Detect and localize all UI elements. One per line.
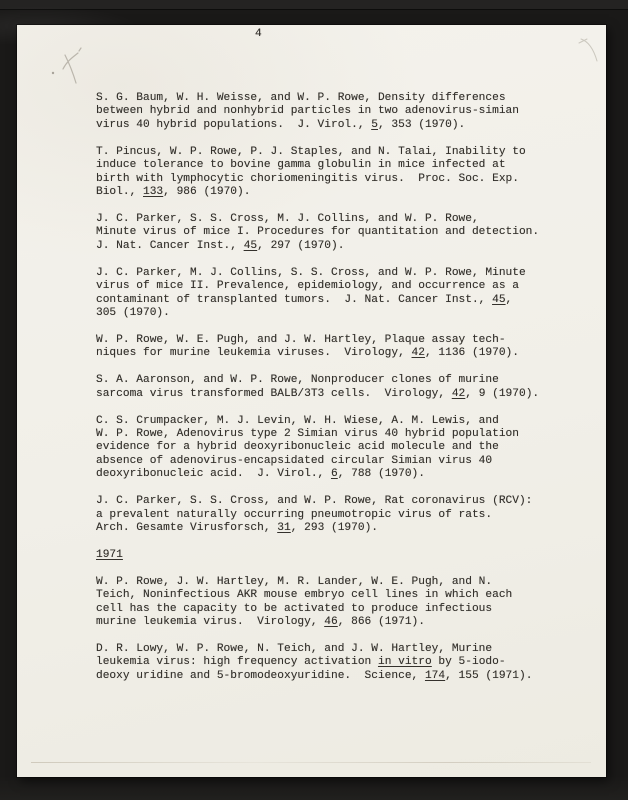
reference-item xyxy=(96,92,588,132)
background-texture xyxy=(0,776,628,800)
reference-line: J. C. Parker, S. S. Cross, and W. P. Rowe, Rat coronavirus (RCV): xyxy=(96,495,533,508)
reference-list xyxy=(96,92,588,697)
reference-line: 1971 xyxy=(96,548,123,561)
reference-line: deoxyribonucleic acid. J. Virol., 6, 788 (1970). xyxy=(96,468,425,481)
reference-line: cell has the capacity to be activated to produce infectious xyxy=(96,602,493,615)
reference-line: contaminant of transplanted tumors. J. Nat. Cancer Inst., 45, xyxy=(96,293,513,306)
reference-line: 305 (1970). xyxy=(96,307,170,319)
reference-item xyxy=(96,146,588,200)
reference-line: murine leukemia virus. Virology, 46, 866 (1971). xyxy=(96,616,425,629)
reference-line: C. S. Crumpacker, M. J. Levin, W. H. Wiese, A. M. Lewis, and xyxy=(96,414,499,427)
reference-line: Teich, Noninfectious AKR mouse embryo cell lines in which each xyxy=(96,589,513,602)
reference-line: birth with lymphocytic choriomeningitis virus. Proc. Soc. Exp. xyxy=(96,172,519,185)
reference-line: virus of mice II. Prevalence, epidemiology, and occurrence as a xyxy=(96,280,519,293)
reference-item xyxy=(96,495,588,535)
reference-line: induce tolerance to bovine gamma globulin in mice infected at xyxy=(96,159,506,172)
reference-line: deoxy uridine and 5-bromodeoxyuridine. Science, 174, 155 (1971). xyxy=(96,669,533,682)
reference-line: W. P. Rowe, W. E. Pugh, and J. W. Hartley, Plaque assay tech- xyxy=(96,333,506,346)
year-heading xyxy=(96,549,588,562)
reference-item xyxy=(96,334,588,361)
reference-line: J. C. Parker, M. J. Collins, S. S. Cross, and W. P. Rowe, Minute xyxy=(96,266,526,279)
reference-item xyxy=(96,267,588,321)
reference-line: Minute virus of mice I. Procedures for quantitation and detection. xyxy=(96,226,540,239)
reference-item xyxy=(96,415,588,482)
reference-item xyxy=(96,576,588,630)
reference-line: D. R. Lowy, W. P. Rowe, N. Teich, and J. W. Hartley, Murine xyxy=(96,642,493,655)
reference-line: sarcoma virus transformed BALB/3T3 cells. Virology, 42, 9 (1970). xyxy=(96,387,540,400)
reference-line: T. Pincus, W. P. Rowe, P. J. Staples, and N. Talai, Inability to xyxy=(96,145,526,158)
reference-line: J. Nat. Cancer Inst., 45, 297 (1970). xyxy=(96,239,345,252)
reference-line: virus 40 hybrid populations. J. Virol., 5, 353 (1970). xyxy=(96,118,466,131)
page-number: 4 xyxy=(255,28,262,40)
reference-line: niques for murine leukemia viruses. Virology, 42, 1136 (1970). xyxy=(96,347,519,360)
reference-item xyxy=(96,643,588,683)
reference-line: Arch. Gesamte Virusforsch, 31, 293 (1970). xyxy=(96,522,378,534)
reference-line: J. C. Parker, S. S. Cross, M. J. Collins, and W. P. Rowe, xyxy=(96,212,479,225)
reference-line: S. A. Aaronson, and W. P. Rowe, Nonproducer clones of murine xyxy=(96,374,499,387)
reference-line: W. P. Rowe, J. W. Hartley, M. R. Lander, W. E. Pugh, and N. xyxy=(96,575,493,588)
reference-item xyxy=(96,374,588,401)
reference-line: evidence for a hybrid deoxyribonucleic acid molecule and the xyxy=(96,441,499,454)
reference-line: leukemia virus: high frequency activation in vitro by 5-iodo- xyxy=(96,656,506,669)
reference-line: Biol., 133, 986 (1970). xyxy=(96,186,251,199)
paper-scratch xyxy=(31,762,591,763)
reference-line: W. P. Rowe, Adenovirus type 2 Simian virus 40 hybrid population xyxy=(96,427,519,440)
pencil-edge-mark xyxy=(575,31,605,67)
reference-item xyxy=(96,213,588,253)
reference-line: absence of adenovirus-encapsidated circular Simian virus 40 xyxy=(96,454,493,467)
reference-line: a prevalent naturally occurring pneumotropic virus of rats. xyxy=(96,508,493,521)
reference-line: between hybrid and nonhybrid particles in two adenovirus-simian xyxy=(96,105,519,118)
pencil-scribble-mark xyxy=(45,43,105,91)
document-page xyxy=(17,25,606,777)
reference-line: S. G. Baum, W. H. Weisse, and W. P. Rowe, Density differences xyxy=(96,92,506,104)
